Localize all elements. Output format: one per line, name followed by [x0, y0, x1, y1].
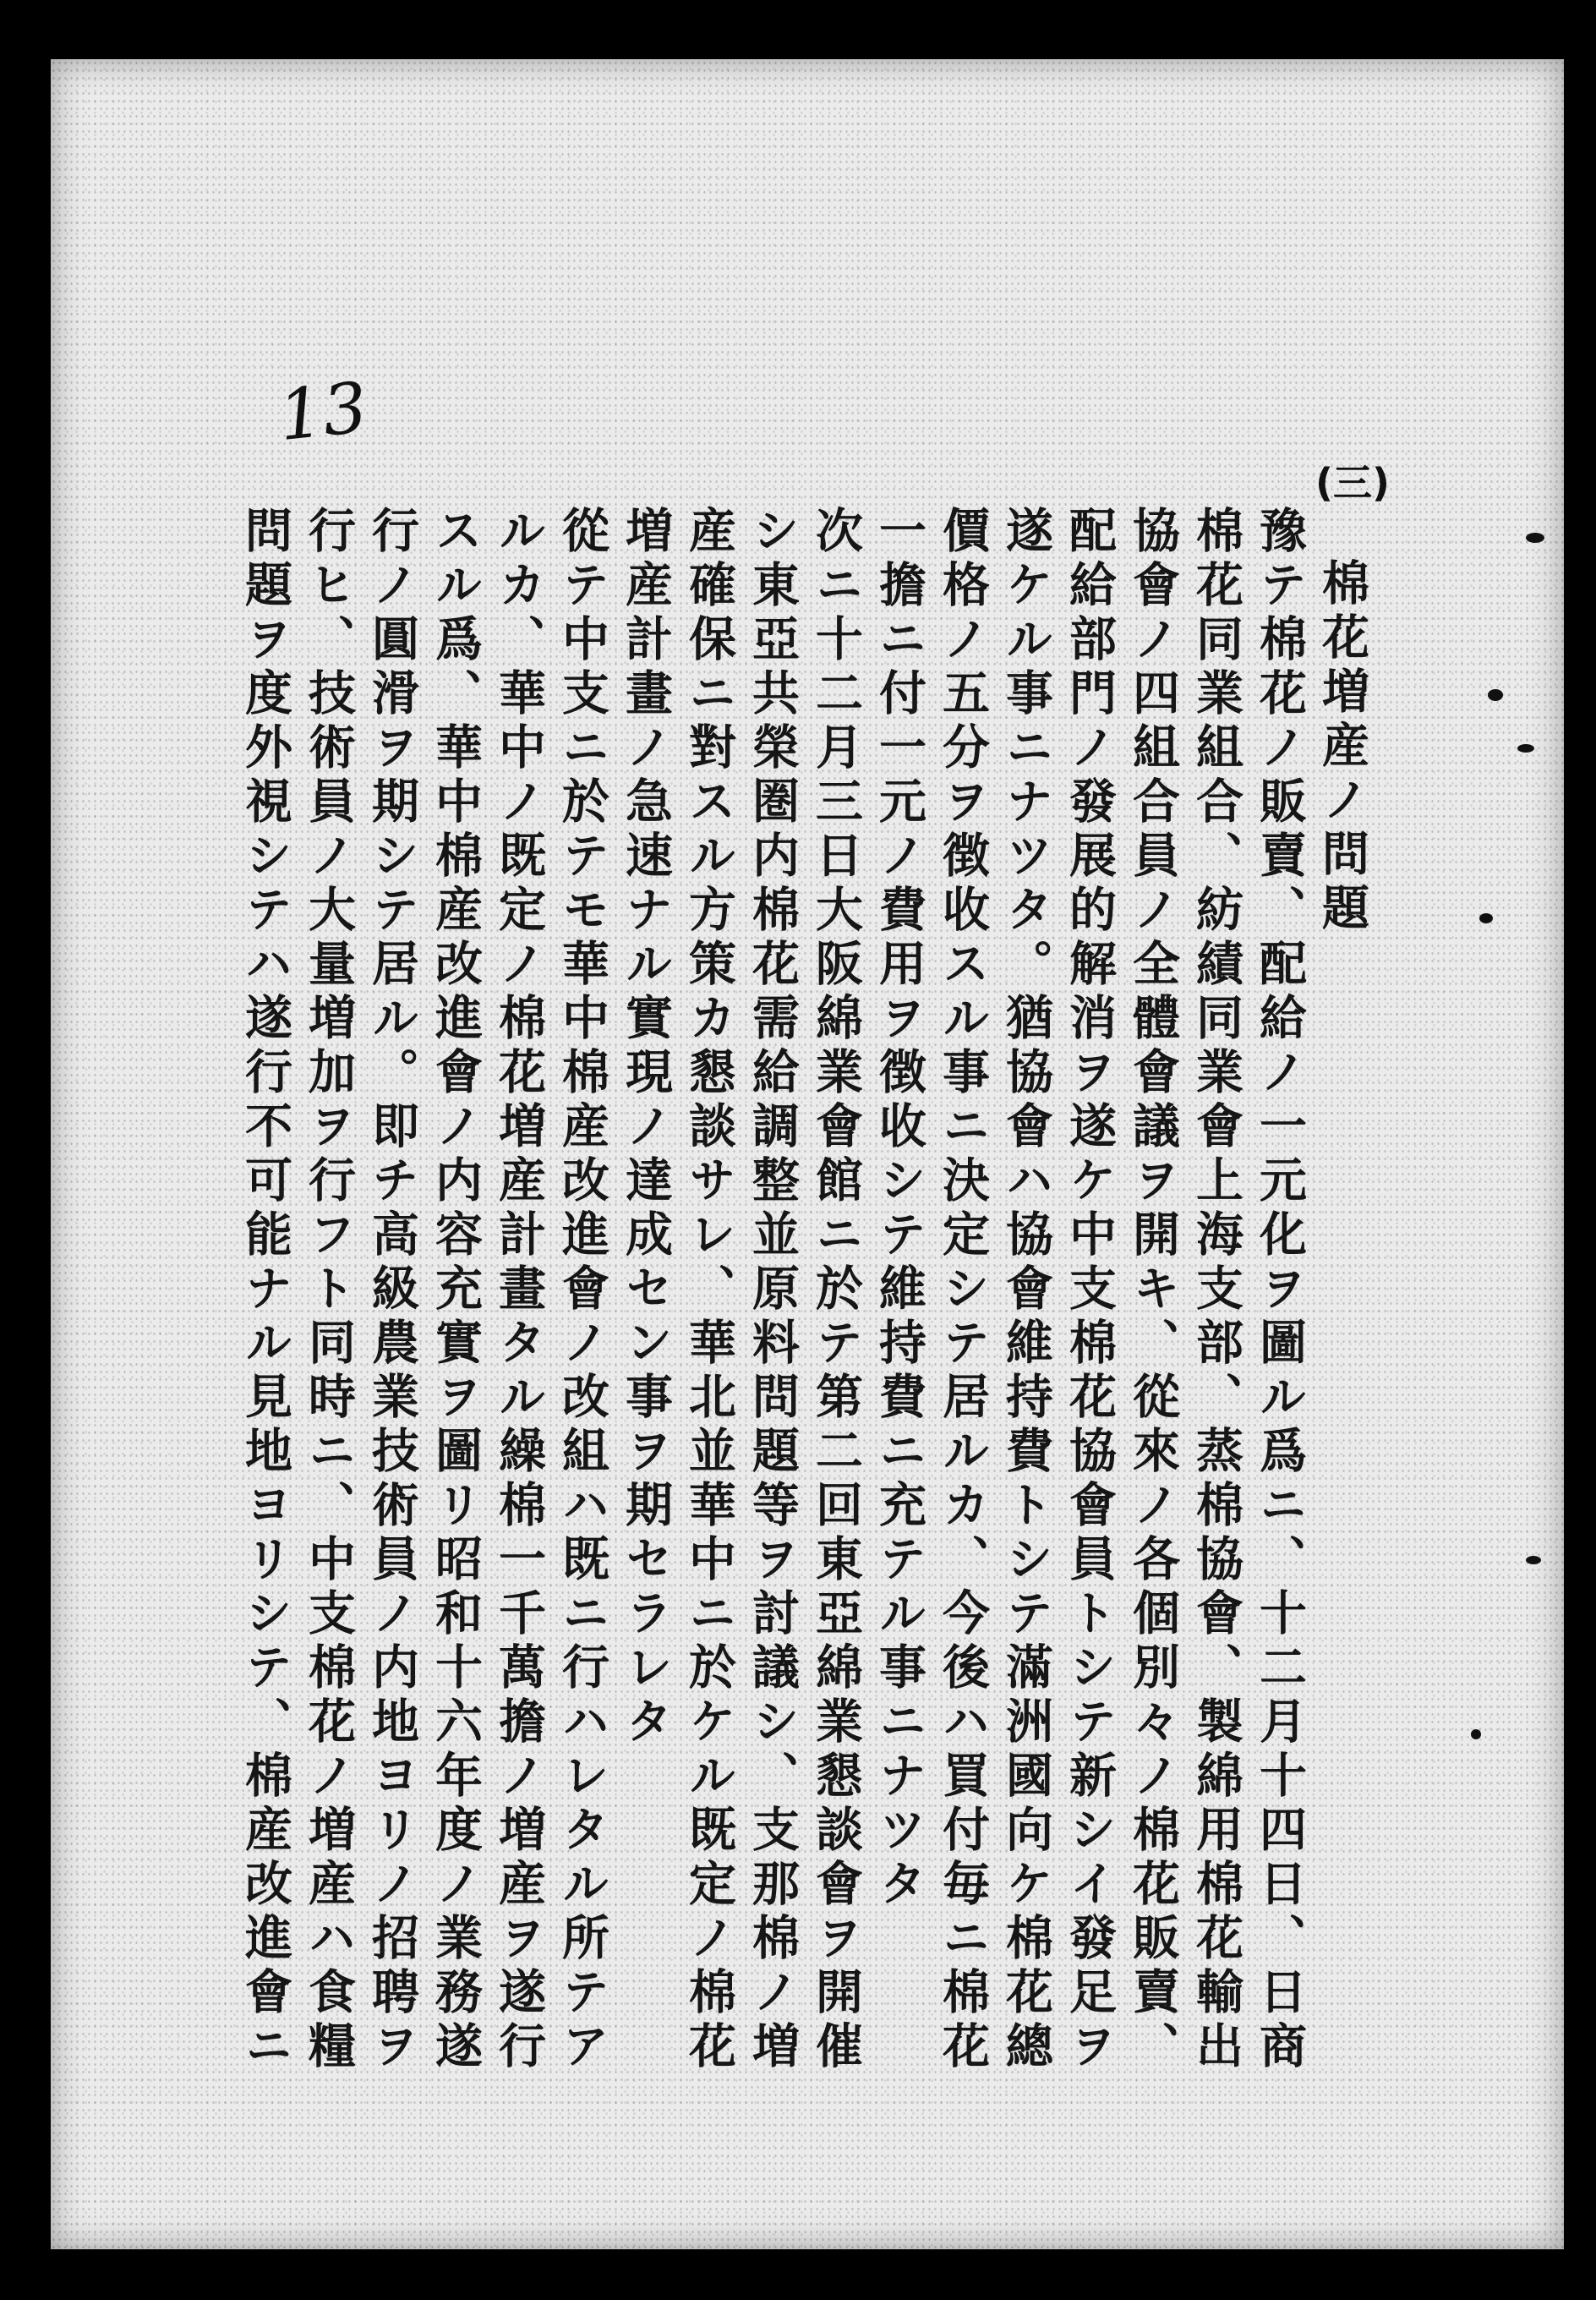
scan-speck	[1526, 533, 1544, 543]
scan-speck	[1488, 689, 1503, 701]
handwritten-page-number: 13	[275, 367, 372, 457]
document-page	[51, 59, 1564, 2249]
text-column: 増産計畫ノ急速ナル實現ノ達成セン事ヲ期セラレタ	[618, 506, 673, 1750]
scan-speck	[1479, 913, 1493, 923]
text-column: 産確保ニ對スル方策カ懇談サレ、華北並華中ニ於ケル既定ノ棉花	[681, 506, 736, 2075]
scan-speck	[1526, 1556, 1541, 1564]
text-column: スル爲、華中棉産改進會ノ内容充實ヲ圖リ昭和十六年度ノ業務遂	[428, 506, 483, 2075]
scan-speck	[1471, 1729, 1481, 1739]
text-column: 棉花同業組合、紡績同業會上海支部、蒸棉協會、製綿用棉花輸出	[1189, 506, 1243, 2075]
text-column: 配給部門ノ發展的解消ヲ遂ケ中支棉花協會員トシテ新シイ發足ヲ	[1062, 506, 1117, 2075]
text-column: 行ノ圓滑ヲ期シテ居ル。即チ高級農業技術員ノ内地ヨリノ招聘ヲ	[364, 506, 419, 2075]
text-column: 遂ケル事ニナツタ。猶協會ハ協會維持費トシテ滿洲國向ケ棉花總	[998, 506, 1053, 2075]
text-column: 問題ヲ度外視シテハ遂行不可能ナル見地ヨリシテ、棉産改進會ニ	[238, 506, 292, 2075]
text-column: 協會ノ四組合員ノ全體會議ヲ開キ、從來ノ各個別々ノ棉花販賣、	[1125, 506, 1180, 2075]
section-number: (三)	[1315, 460, 1391, 506]
text-column: シ東亞共榮圏内棉花需給調整並原料問題等ヲ討議シ、支那棉ノ増	[745, 506, 800, 2075]
text-column: 豫テ棉花ノ販賣、配給ノ一元化ヲ圖ル爲ニ、十二月十四日、日商	[1252, 506, 1307, 2075]
text-column: ルカ、華中ノ既定ノ棉花増産計畫タル繰棉一千萬擔ノ増産ヲ遂行	[491, 506, 546, 2075]
section-title-column: 棉花増産ノ問題	[1315, 558, 1369, 937]
text-column: 行ヒ、技術員ノ大量増加ヲ行フト同時ニ、中支棉花ノ増産ハ食糧	[301, 506, 356, 2075]
text-column: 從テ中支ニ於テモ華中棉産改進會ノ改組ハ既ニ行ハレタル所テア	[555, 506, 609, 2075]
scan-speck	[1517, 744, 1534, 753]
text-column: 次ニ十二月三日大阪綿業會館ニ於テ第二回東亞綿業懇談會ヲ開催	[808, 506, 863, 2075]
text-column: 一擔ニ付一元ノ費用ヲ徴收シテ維持費ニ充テル事ニナツタ	[872, 506, 926, 1913]
text-column: 價格ノ五分ヲ徴收スル事ニ決定シテ居ルカ、今後ハ買付毎ニ棉花	[935, 506, 990, 2075]
